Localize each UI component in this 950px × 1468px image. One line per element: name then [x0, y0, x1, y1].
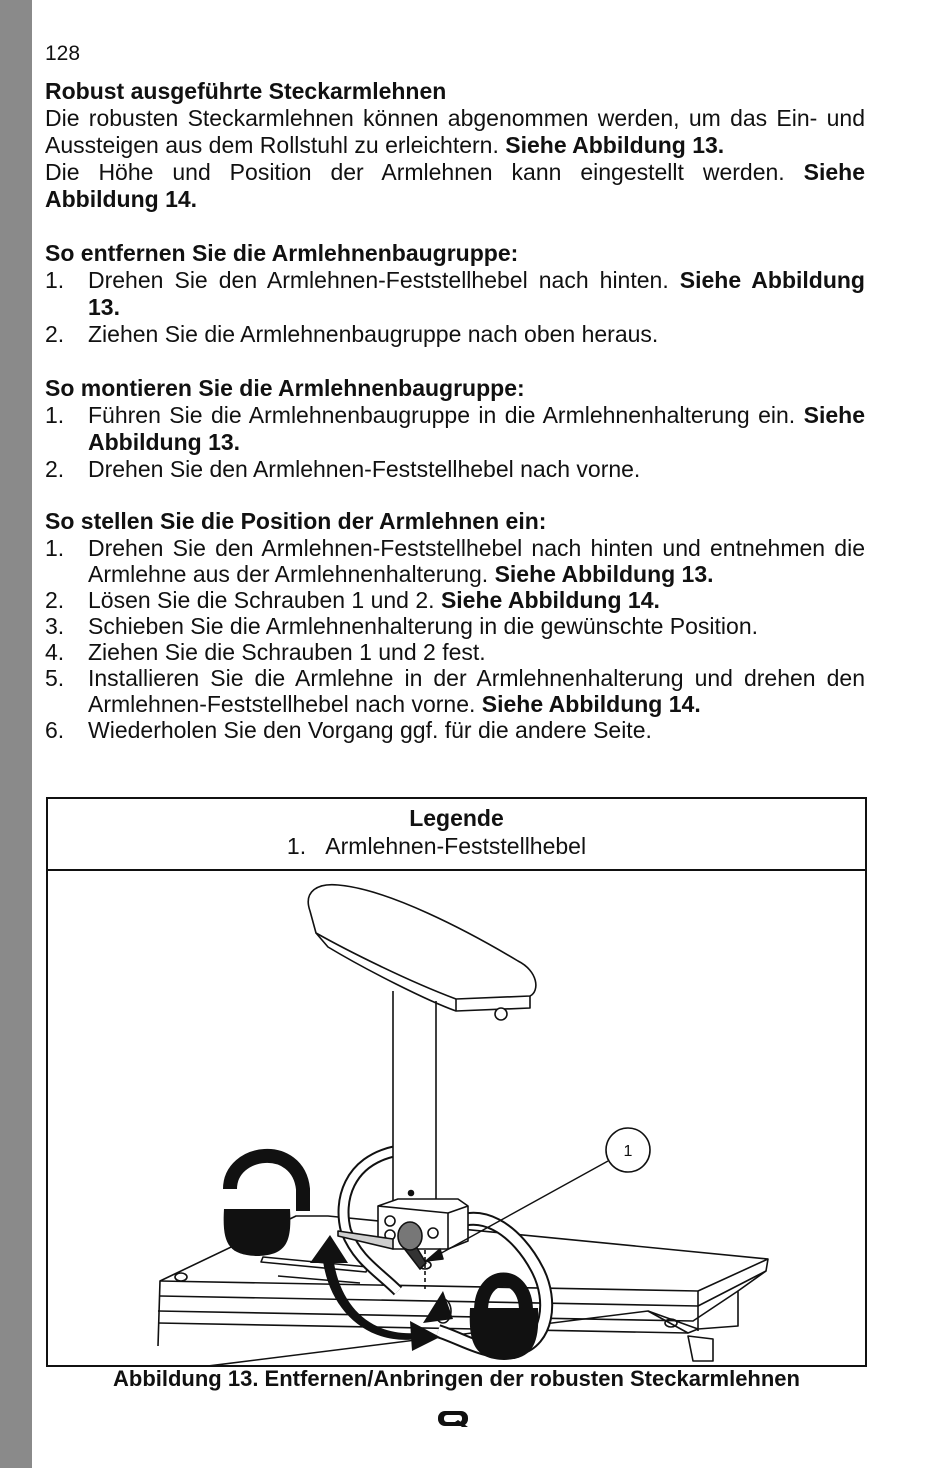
list-item: 3. Schieben Sie die Armlehnenhalterung in die gewünschte Position.	[45, 613, 758, 639]
list-item: 2. Ziehen Sie die Armlehnenbaugruppe nach oben heraus.	[45, 321, 659, 347]
remove-steps	[45, 267, 865, 348]
list-item: 1. Führen Sie die Armlehnenbaugruppe in die Armlehnenhalterung ein. Siehe Abbildung 13.	[45, 402, 865, 455]
section-heading-armrests: Robust ausgeführte Steckarmlehnen	[45, 78, 447, 104]
figure-box	[46, 797, 867, 1367]
legend-item: 1. Armlehnen-Feststellhebel	[286, 833, 587, 859]
install-heading: So montieren Sie die Armlehnenbaugruppe:	[45, 375, 525, 401]
list-item: 1. Drehen Sie den Armlehnen-Feststellhebel nach hinten. Siehe Abbildung 13.	[45, 267, 865, 320]
q-logo-icon	[436, 1410, 470, 1428]
adjust-heading: So stellen Sie die Position der Armlehnen ein:	[45, 508, 547, 534]
callout-number: 1	[623, 1143, 633, 1160]
list-item: 5. Installieren Sie die Armlehne in der Armlehnenhalterung und drehen den Armlehnen-Feststellhebel nach vorne. Siehe Abbildung 14.	[45, 665, 865, 717]
install-steps	[45, 402, 865, 483]
list-item: 1. Drehen Sie den Armlehnen-Feststellhebel nach hinten und entnehmen die Armlehne aus der Armlehnenhalterung. Siehe Abbildung 13.	[45, 535, 865, 587]
armrest-illustration	[48, 871, 865, 1365]
legend	[48, 799, 865, 871]
adjust-steps	[45, 535, 865, 743]
page-edge-bar	[0, 0, 32, 1468]
list-item: 2. Drehen Sie den Armlehnen-Feststellhebel nach vorne.	[45, 456, 641, 482]
page-number: 128	[45, 42, 81, 65]
list-item: 2. Lösen Sie die Schrauben 1 und 2. Siehe Abbildung 14.	[45, 587, 660, 613]
page-content	[45, 42, 865, 743]
list-item: 4. Ziehen Sie die Schrauben 1 und 2 fest.	[45, 639, 486, 665]
remove-heading: So entfernen Sie die Armlehnenbaugruppe:	[45, 240, 519, 266]
list-item: 6. Wiederholen Sie den Vorgang ggf. für die andere Seite.	[45, 717, 652, 743]
figure-caption: Abbildung 13. Entfernen/Anbringen der robusten Steckarmlehnen	[113, 1366, 800, 1391]
intro-paragraph-2: Die Höhe und Position der Armlehnen kann eingestellt werden. Siehe Abbildung 14.	[45, 159, 865, 212]
intro-paragraph-1: Die robusten Steckarmlehnen können abgenommen werden, um das Ein- und Aussteigen aus dem Rollstuhl zu erleichtern. Siehe Abbildung 13.	[45, 105, 865, 158]
legend-title: Legende	[409, 805, 504, 831]
